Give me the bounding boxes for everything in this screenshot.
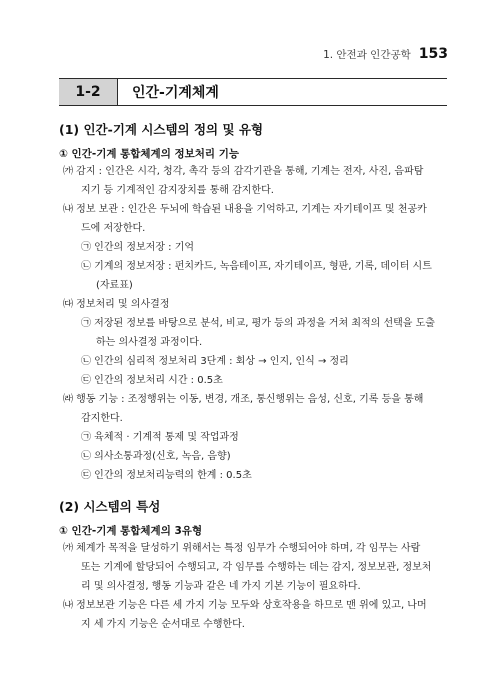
paragraph-line: ㈐ 정보처리 및 의사결정 <box>63 299 170 310</box>
paragraph-line: 드에 저장한다. <box>81 223 146 234</box>
item-heading: ① 인간-기계 통합체계의 정보처리 기능 <box>59 148 240 160</box>
paragraph-line: ㈎ 체계가 목적을 달성하기 위해서는 특정 임무가 수행되어야 하며, 각 임무는 사람 <box>63 543 421 554</box>
subsection-heading: (2) 시스템의 특성 <box>59 499 161 514</box>
paragraph-line: 리 및 의사결정, 행동 기능과 같은 네 가지 기본 기능이 필요하다. <box>81 581 361 592</box>
running-header <box>323 46 448 62</box>
paragraph-line: 또는 기계에 할당되어 수행되고, 각 임무를 수행하는 데는 감지, 정보보관, 정보처 <box>81 562 432 573</box>
item-heading: ① 인간-기계 통합체계의 3유형 <box>59 525 203 537</box>
chapter-title: 1. 안전과 인간공학 <box>323 49 411 61</box>
sub-item: ㉢ 인간의 정보처리능력의 한계 : 0.5초 <box>81 470 252 481</box>
paragraph-line: ㈎ 감지 : 인간은 시각, 청각, 촉각 등의 감각기관을 통해, 기계는 전자, 사진, 음파탐 <box>63 166 424 177</box>
page-number: 153 <box>418 46 448 62</box>
section-number: 1-2 <box>59 79 118 105</box>
sub-item: ㉠ 인간의 정보저장 : 기억 <box>81 242 195 253</box>
sub-item-continued: 하는 의사결정 과정이다. <box>96 337 203 348</box>
paragraph-line: ㈏ 정보 보관 : 인간은 두뇌에 학습된 내용을 기억하고, 기계는 자기테이프 및 천공카 <box>63 204 427 215</box>
paragraph-line: 감지한다. <box>81 413 123 424</box>
paragraph-line: ㈏ 정보보관 기능은 다른 세 가지 기능 모두와 상호작용을 하므로 맨 위에 있고, 나머 <box>63 600 427 611</box>
sub-item: ㉡ 인간의 심리적 정보처리 3단계 : 회상 → 인지, 인식 → 정리 <box>81 356 349 367</box>
sub-item-continued: (자료표) <box>96 280 133 291</box>
paragraph-line: ㈑ 행동 기능 : 조정행위는 이동, 변경, 개조, 통신행위는 음성, 신호, 기록 등을 통해 <box>63 394 424 405</box>
sub-item: ㉡ 기계의 정보저장 : 펀치카드, 녹음테이프, 자기테이프, 형판, 기록, 데이터 시트 <box>81 261 432 272</box>
sub-item: ㉢ 인간의 정보처리 시간 : 0.5초 <box>81 375 223 386</box>
subsection-heading: (1) 인간-기계 시스템의 정의 및 유형 <box>59 122 264 137</box>
section-title: 인간-기계체계 <box>132 85 219 101</box>
paragraph-line: 지기 등 기계적인 감지장치를 통해 감지한다. <box>81 185 274 196</box>
section-banner <box>59 78 447 106</box>
sub-item: ㉡ 의사소통과정(신호, 녹음, 음향) <box>81 451 231 462</box>
sub-item: ㉠ 저장된 정보를 바탕으로 분석, 비교, 평가 등의 과정을 거쳐 최적의 선택을 도출 <box>81 318 435 329</box>
sub-item: ㉠ 육체적 · 기계적 통제 및 작업과정 <box>81 432 239 443</box>
paragraph-line: 지 세 가지 기능은 순서대로 수행한다. <box>81 619 245 630</box>
